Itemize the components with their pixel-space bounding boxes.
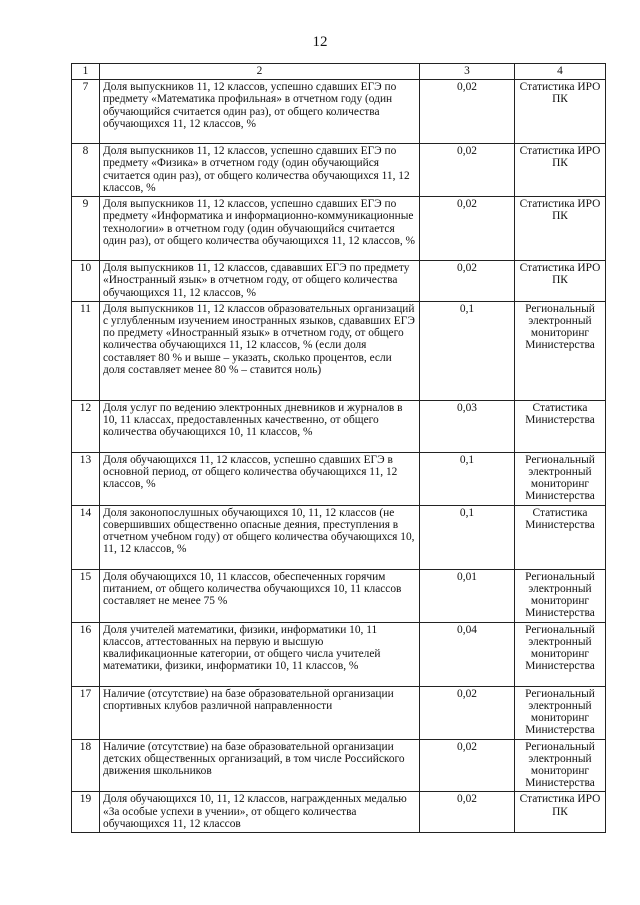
row-description: Доля выпускников 11, 12 классов образовательных организаций с углубленным изучением иностранных языков, сдававших ЕГЭ по предмету «Иностранный язык» в отчетном году, от общего количества обучающихся 11, 12 классов, % (если доля составляет 80 % и выше – указать, сколько процентов, если доля составляет менее 80 % – ставится ноль)	[100, 301, 420, 400]
row-description: Доля выпускников 11, 12 классов, успешно сдавших ЕГЭ по предмету «Математика профильная» в отчетном году (один обучающийся считается один раз), от общего количества обучающихся 11, 12 классов, %	[100, 80, 420, 144]
table-row	[72, 400, 606, 452]
row-value: 0,03	[420, 400, 515, 452]
row-value: 0,02	[420, 197, 515, 261]
row-source: Статистика Министерства	[515, 400, 606, 452]
row-description: Наличие (отсутствие) на базе образовательной организации детских общественных организаций, в том числе Российского движения школьников	[100, 739, 420, 792]
row-value: 0,04	[420, 622, 515, 686]
row-source: Статистика ИРО ПК	[515, 80, 606, 144]
table-row	[72, 622, 606, 686]
table-header-row	[72, 64, 606, 80]
row-value: 0,01	[420, 569, 515, 622]
table-row	[72, 301, 606, 400]
row-description: Доля выпускников 11, 12 классов, успешно сдавших ЕГЭ по предмету «Физика» в отчетном году (один обучающийся считается один раз), от общего количества обучающихся 11, 12 классов, %	[100, 144, 420, 197]
row-source: Статистика Министерства	[515, 505, 606, 569]
row-number: 15	[72, 569, 100, 622]
row-source: Региональный электронный мониторинг Министерства	[515, 452, 606, 505]
row-value: 0,1	[420, 301, 515, 400]
header-col-1: 1	[72, 64, 100, 80]
row-description: Доля выпускников 11, 12 классов, сдававших ЕГЭ по предмету «Иностранный язык» в отчетном году, от общего количества обучающихся 11, 12 классов, %	[100, 261, 420, 302]
row-number: 10	[72, 261, 100, 302]
table-row	[72, 452, 606, 505]
row-source: Статистика ИРО ПК	[515, 261, 606, 302]
header-col-4: 4	[515, 64, 606, 80]
row-description: Доля законопослушных обучающихся 10, 11, 12 классов (не совершивших общественно опасные деяния, преступления в отчетном учебном году) от общего количества обучающихся 10, 11, 12 классов, %	[100, 505, 420, 569]
row-number: 9	[72, 197, 100, 261]
row-source: Статистика ИРО ПК	[515, 144, 606, 197]
table-row	[72, 792, 606, 833]
row-number: 7	[72, 80, 100, 144]
table-row	[72, 80, 606, 144]
row-value: 0,02	[420, 261, 515, 302]
row-number: 17	[72, 686, 100, 739]
header-col-2: 2	[100, 64, 420, 80]
row-source: Региональный электронный мониторинг Министерства	[515, 301, 606, 400]
row-value: 0,02	[420, 739, 515, 792]
page-number: 12	[312, 34, 328, 50]
table-row	[72, 505, 606, 569]
table-row	[72, 686, 606, 739]
row-value: 0,02	[420, 144, 515, 197]
row-value: 0,1	[420, 505, 515, 569]
row-source: Региональный электронный мониторинг Министерства	[515, 622, 606, 686]
row-value: 0,02	[420, 792, 515, 833]
row-number: 8	[72, 144, 100, 197]
row-description: Доля обучающихся 11, 12 классов, успешно сдавших ЕГЭ в основной период, от общего количества обучающихся 11, 12 классов, %	[100, 452, 420, 505]
header-col-3: 3	[420, 64, 515, 80]
row-number: 19	[72, 792, 100, 833]
row-source: Статистика ИРО ПК	[515, 197, 606, 261]
row-description: Доля обучающихся 10, 11, 12 классов, награжденных медалью «За особые успехи в учении», от общего количества обучающихся 11, 12 классов	[100, 792, 420, 833]
table-row	[72, 569, 606, 622]
row-source: Региональный электронный мониторинг Министерства	[515, 686, 606, 739]
row-number: 11	[72, 301, 100, 400]
row-description: Наличие (отсутствие) на базе образовательной организации спортивных клубов различной направленности	[100, 686, 420, 739]
row-number: 13	[72, 452, 100, 505]
row-description: Доля обучающихся 10, 11 классов, обеспеченных горячим питанием, от общего количества обучающихся 10, 11 классов составляет не менее 75 %	[100, 569, 420, 622]
row-number: 16	[72, 622, 100, 686]
row-value: 0,02	[420, 80, 515, 144]
row-source: Статистика ИРО ПК	[515, 792, 606, 833]
row-value: 0,02	[420, 686, 515, 739]
table-row	[72, 144, 606, 197]
indicators-table	[71, 63, 606, 833]
row-number: 18	[72, 739, 100, 792]
row-number: 14	[72, 505, 100, 569]
row-description: Доля услуг по ведению электронных дневников и журналов в 10, 11 классах, предоставленных качественно, от общего количества обучающихся 10, 11 классов, %	[100, 400, 420, 452]
row-description: Доля выпускников 11, 12 классов, успешно сдавших ЕГЭ по предмету «Информатика и информационно-коммуникационные технологии» в отчетном году (один обучающийся считается один раз), от общего количества обучающихся 11, 12 классов, %	[100, 197, 420, 261]
table-row	[72, 261, 606, 302]
row-source: Региональный электронный мониторинг Министерства	[515, 739, 606, 792]
table-row	[72, 197, 606, 261]
row-description: Доля учителей математики, физики, информатики 10, 11 классов, аттестованных на первую и высшую квалификационные категории, от общего числа учителей математики, физики, информатики 10, 11 классов, %	[100, 622, 420, 686]
row-source: Региональный электронный мониторинг Министерства	[515, 569, 606, 622]
table-row	[72, 739, 606, 792]
row-number: 12	[72, 400, 100, 452]
row-value: 0,1	[420, 452, 515, 505]
